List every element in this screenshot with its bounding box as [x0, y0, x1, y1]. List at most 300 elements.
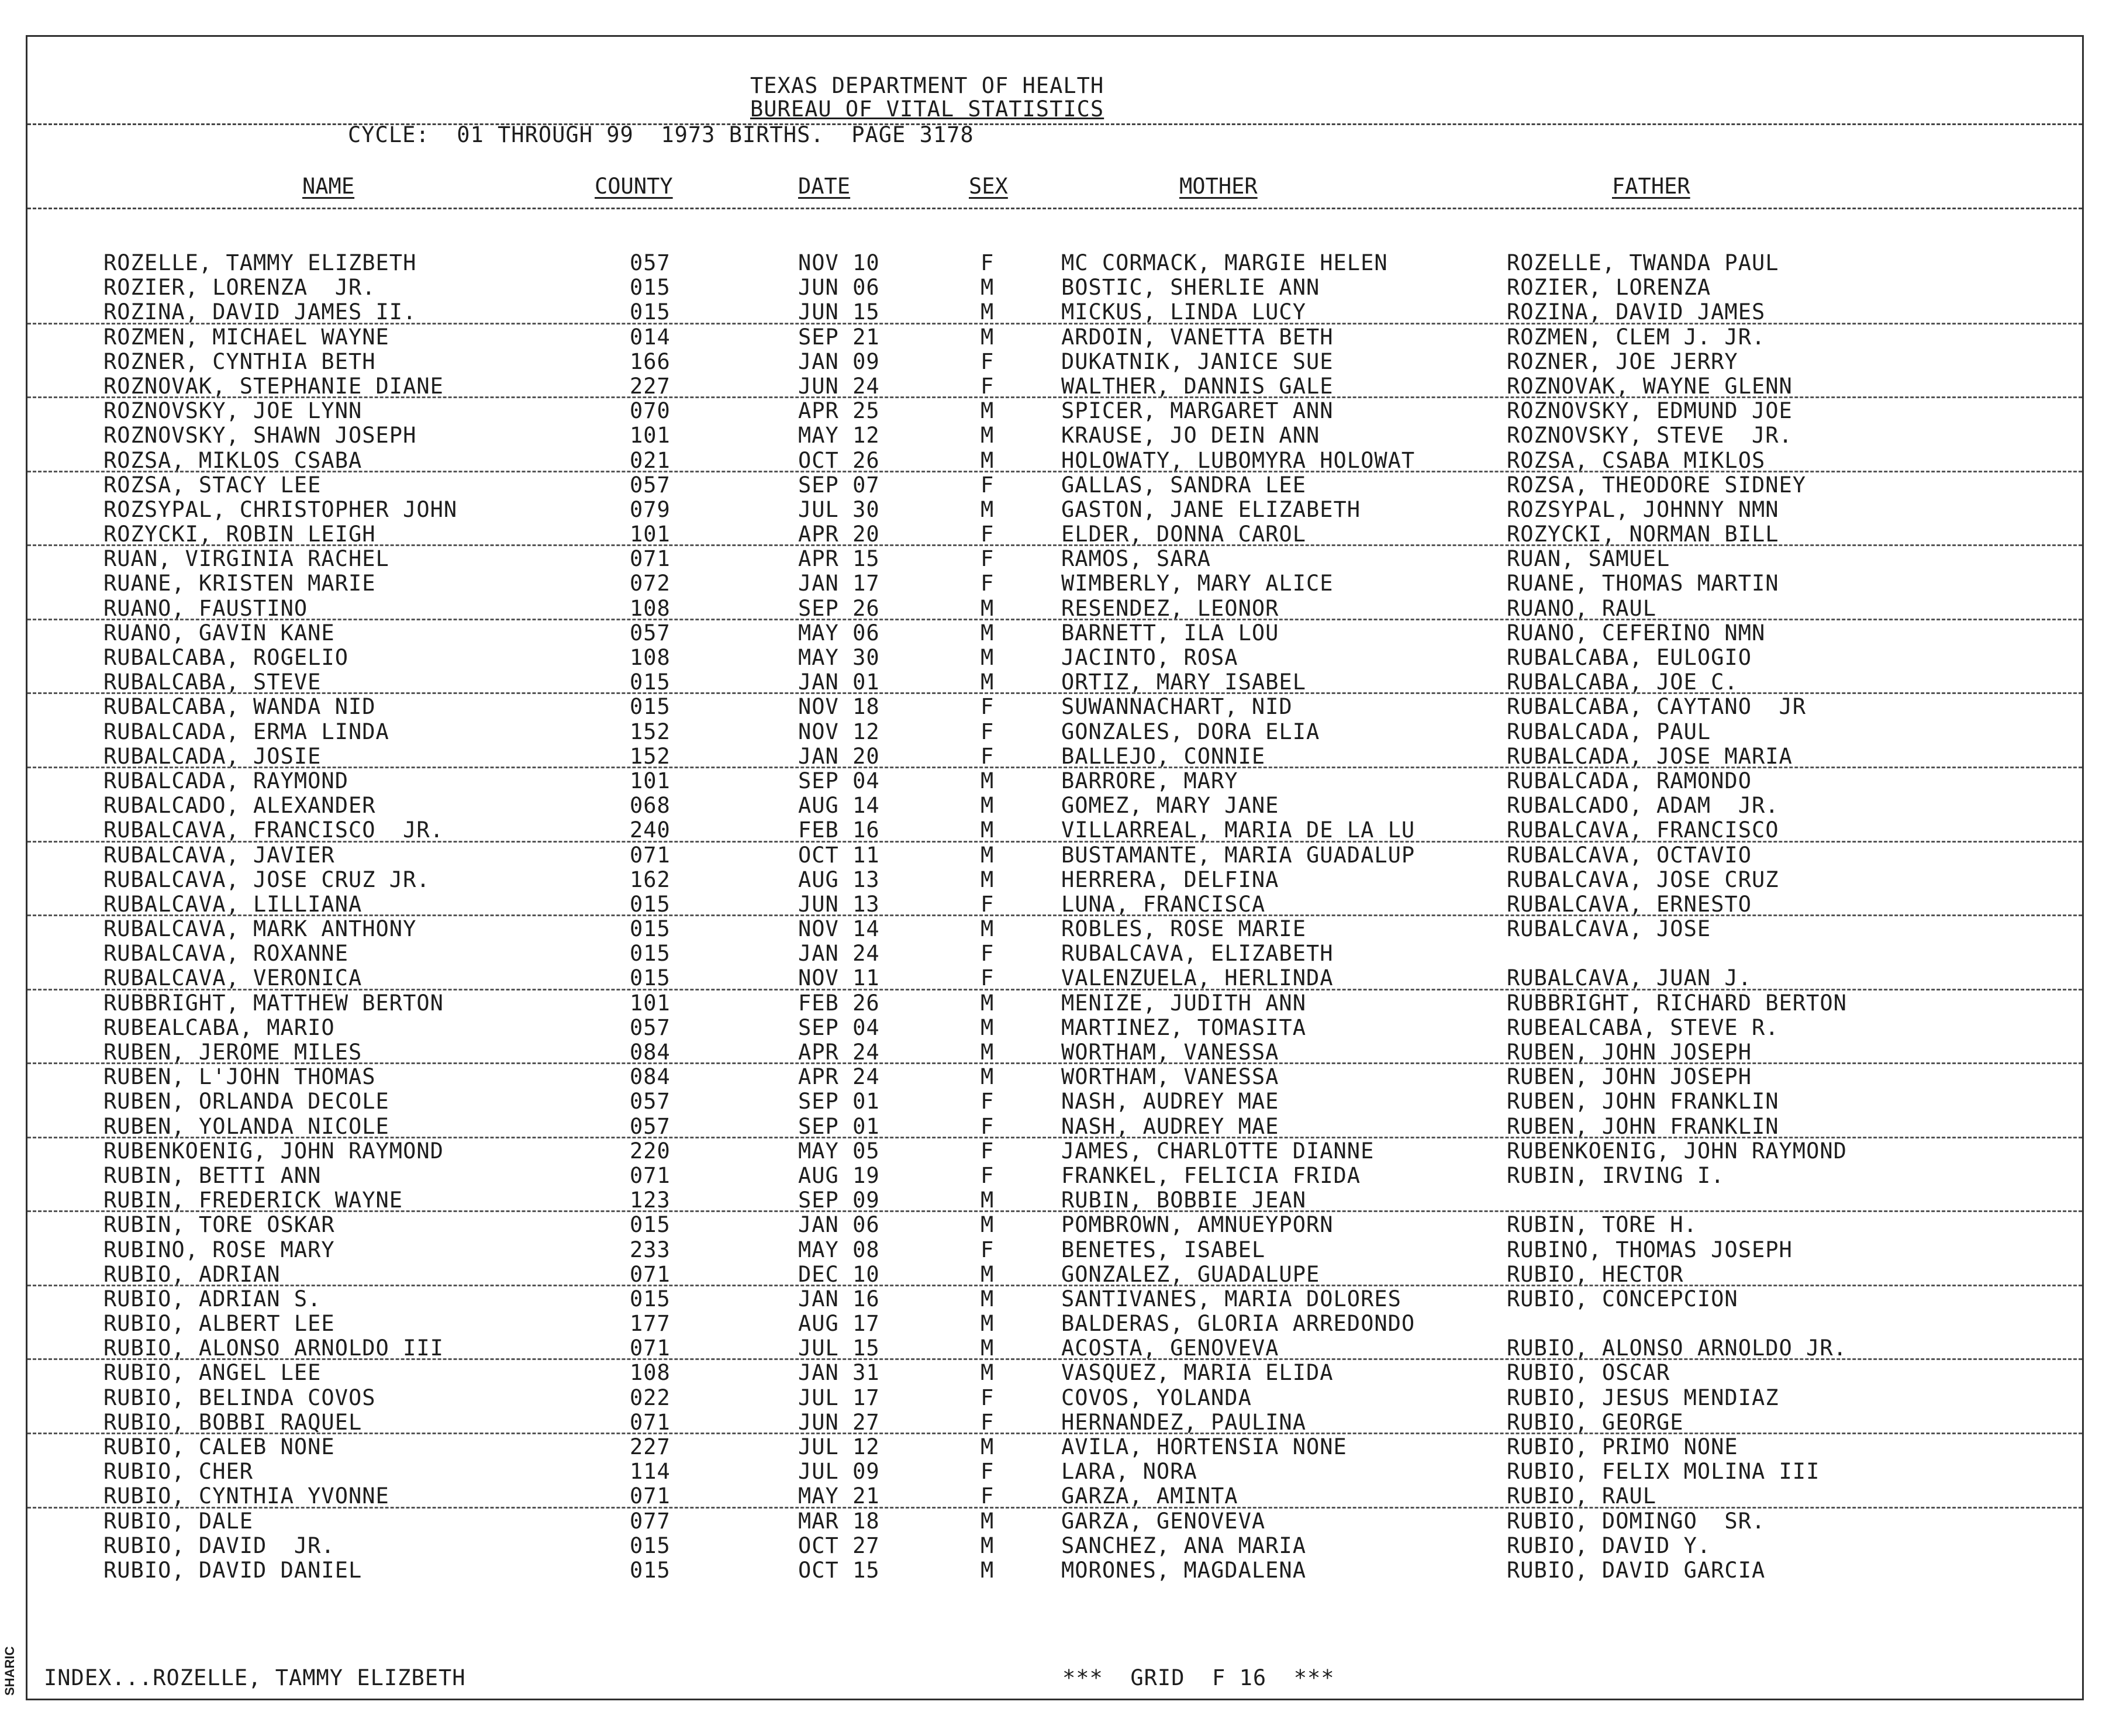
cell-sex: M — [981, 620, 995, 646]
cell-father: RUBALCADO, ADAM JR. — [1507, 793, 1779, 819]
cell-name: ROZSA, MIKLOS CSABA — [103, 447, 363, 473]
cell-name: RUBIO, ANGEL LEE — [103, 1360, 322, 1386]
cell-county: 152 — [630, 743, 671, 769]
cell-date: APR 20 — [798, 522, 880, 547]
cell-mother: SPICER, MARGARET ANN — [1061, 398, 1334, 424]
cell-sex: F — [981, 373, 995, 399]
cell-sex: F — [981, 1113, 995, 1139]
cell-county: 057 — [630, 1014, 671, 1040]
cell-date: DEC 10 — [798, 1261, 880, 1287]
cell-mother: RUBALCAVA, ELIZABETH — [1061, 941, 1334, 967]
cell-county: 057 — [630, 1089, 671, 1114]
cell-father: RUBEN, JOHN FRANKLIN — [1507, 1089, 1779, 1114]
cell-father: RUBALCAVA, JOSE — [1507, 916, 1711, 942]
cell-name: RUBBRIGHT, MATTHEW BERTON — [103, 990, 444, 1016]
agency-title: TEXAS DEPARTMENT OF HEALTH — [750, 73, 1104, 98]
cell-county: 057 — [630, 620, 671, 646]
cell-sex: F — [981, 1409, 995, 1435]
cell-date: AUG 17 — [798, 1311, 880, 1337]
cell-sex: M — [981, 842, 995, 868]
cell-father: ROZINA, DAVID JAMES — [1507, 299, 1766, 325]
cell-sex: F — [981, 1483, 995, 1509]
cell-sex: F — [981, 1385, 995, 1410]
cell-name: RUBALCAVA, FRANCISCO JR. — [103, 817, 444, 843]
cell-sex: M — [981, 423, 995, 448]
row-separator — [27, 1358, 2082, 1360]
cell-father: RUBALCABA, JOE C. — [1507, 669, 1738, 695]
cell-mother: RESENDEZ, LEONOR — [1061, 595, 1279, 621]
table-row — [27, 473, 2082, 498]
bureau-title: BUREAU OF VITAL STATISTICS — [750, 96, 1104, 122]
cell-sex: M — [981, 324, 995, 350]
column-header-mother: MOTHER — [1179, 174, 1258, 199]
table-row — [27, 423, 2082, 448]
cell-name: RUBIO, ALBERT LEE — [103, 1311, 335, 1337]
cell-name: ROZNOVSKY, JOE LYNN — [103, 398, 363, 424]
cell-date: NOV 10 — [798, 250, 880, 275]
header-rule — [27, 123, 2082, 125]
cell-county: 071 — [630, 842, 671, 868]
cell-mother: HOLOWATY, LUBOMYRA HOLOWAT — [1061, 447, 1416, 473]
cell-father: RUBALCAVA, JUAN J. — [1507, 965, 1752, 991]
cell-sex: M — [981, 990, 995, 1016]
cell-sex: F — [981, 965, 995, 991]
table-row — [27, 1534, 2082, 1558]
cell-date: OCT 15 — [798, 1557, 880, 1583]
cell-father: RUBIO, PRIMO NONE — [1507, 1434, 1738, 1459]
cell-mother: NASH, AUDREY MAE — [1061, 1089, 1279, 1114]
cell-county: 015 — [630, 669, 671, 695]
cell-father: ROZNOVAK, WAYNE GLENN — [1507, 373, 1793, 399]
cell-name: ROZNOVAK, STEPHANIE DIANE — [103, 373, 444, 399]
cell-mother: VASQUEZ, MARIA ELIDA — [1061, 1360, 1334, 1386]
cell-father: ROZIER, LORENZA — [1507, 275, 1711, 301]
cell-father: RUBBRIGHT, RICHARD BERTON — [1507, 990, 1847, 1016]
cell-sex: F — [981, 1089, 995, 1114]
cell-name: RUBIO, ADRIAN S. — [103, 1286, 322, 1312]
cell-county: 072 — [630, 571, 671, 596]
table-row — [27, 670, 2082, 695]
cell-county: 114 — [630, 1459, 671, 1485]
table-row — [27, 744, 2082, 769]
table-row — [27, 300, 2082, 325]
cell-father: RUAN, SAMUEL — [1507, 546, 1670, 572]
cell-sex: M — [981, 793, 995, 819]
table-row — [27, 522, 2082, 547]
table-row — [27, 350, 2082, 374]
cell-county: 057 — [630, 472, 671, 498]
cell-sex: M — [981, 1557, 995, 1583]
cell-county: 177 — [630, 1311, 671, 1337]
column-header-name: NAME — [302, 174, 355, 199]
cell-father: RUANO, RAUL — [1507, 595, 1657, 621]
cell-father: RUBIO, CONCEPCION — [1507, 1286, 1738, 1312]
cell-county: 071 — [630, 546, 671, 572]
cell-name: RUBALCAVA, LILLIANA — [103, 891, 363, 917]
cell-county: 108 — [630, 1360, 671, 1386]
cell-sex: M — [981, 299, 995, 325]
table-row — [27, 399, 2082, 423]
records-list — [27, 251, 2082, 1583]
cell-name: RUBINO, ROSE MARY — [103, 1237, 335, 1262]
cell-county: 240 — [630, 817, 671, 843]
cell-county: 068 — [630, 793, 671, 819]
table-row — [27, 547, 2082, 571]
cell-sex: M — [981, 447, 995, 473]
cell-county: 015 — [630, 1212, 671, 1238]
cell-name: ROZIER, LORENZA JR. — [103, 275, 376, 301]
cell-date: AUG 13 — [798, 867, 880, 892]
cell-county: 084 — [630, 1040, 671, 1065]
cell-name: RUBIN, TORE OSKAR — [103, 1212, 335, 1238]
cell-date: OCT 26 — [798, 447, 880, 473]
cell-date: JAN 17 — [798, 571, 880, 596]
table-row — [27, 793, 2082, 818]
cell-date: JUL 15 — [798, 1335, 880, 1361]
cell-mother: SANCHEZ, ANA MARIA — [1061, 1533, 1306, 1558]
row-separator — [27, 1433, 2082, 1434]
cell-name: RUBALCADA, ERMA LINDA — [103, 719, 389, 744]
cell-county: 101 — [630, 522, 671, 547]
cell-date: JAN 31 — [798, 1360, 880, 1386]
cell-sex: F — [981, 250, 995, 275]
cell-date: SEP 21 — [798, 324, 880, 350]
cell-father: ROZSA, THEODORE SIDNEY — [1507, 472, 1807, 498]
cell-sex: M — [981, 867, 995, 892]
table-row — [27, 1238, 2082, 1262]
cell-mother: WALTHER, DANNIS GALE — [1061, 373, 1334, 399]
cell-date: FEB 16 — [798, 817, 880, 843]
cell-sex: M — [981, 768, 995, 793]
cell-mother: LARA, NORA — [1061, 1459, 1197, 1485]
row-separator — [27, 1507, 2082, 1509]
cell-father: RUBALCABA, EULOGIO — [1507, 645, 1752, 670]
cell-mother: RAMOS, SARA — [1061, 546, 1211, 572]
table-row — [27, 720, 2082, 744]
cell-father: RUBIO, GEORGE — [1507, 1409, 1684, 1435]
cell-county: 071 — [630, 1483, 671, 1509]
cell-mother: MC CORMACK, MARGIE HELEN — [1061, 250, 1388, 275]
cell-father: RUBINO, THOMAS JOSEPH — [1507, 1237, 1793, 1262]
cell-name: ROZYCKI, ROBIN LEIGH — [103, 522, 376, 547]
cell-date: SEP 04 — [798, 1014, 880, 1040]
cell-sex: M — [981, 916, 995, 942]
cell-name: RUBIO, CYNTHIA YVONNE — [103, 1483, 389, 1509]
cell-date: JUN 06 — [798, 275, 880, 301]
cell-mother: SUWANNACHART, NID — [1061, 694, 1293, 720]
table-row — [27, 1016, 2082, 1040]
cell-name: ROZNOVSKY, SHAWN JOSEPH — [103, 423, 417, 448]
cell-father: RUBIO, RAUL — [1507, 1483, 1657, 1509]
cell-county: 233 — [630, 1237, 671, 1262]
table-row — [27, 1065, 2082, 1089]
index-footer: INDEX...ROZELLE, TAMMY ELIZBETH — [44, 1665, 466, 1690]
cell-father: RUBIO, OSCAR — [1507, 1360, 1670, 1386]
cell-sex: M — [981, 1286, 995, 1312]
cell-date: MAY 12 — [798, 423, 880, 448]
table-row — [27, 448, 2082, 473]
cell-name: RUBEALCABA, MARIO — [103, 1014, 335, 1040]
table-row — [27, 966, 2082, 990]
table-row — [27, 695, 2082, 719]
cell-county: 079 — [630, 496, 671, 522]
cell-county: 015 — [630, 941, 671, 967]
cell-county: 022 — [630, 1385, 671, 1410]
cell-mother: GONZALEZ, GUADALUPE — [1061, 1261, 1320, 1287]
cell-name: RUBIN, BETTI ANN — [103, 1162, 322, 1188]
cell-father: RUBIO, FELIX MOLINA III — [1507, 1459, 1820, 1485]
cell-date: JAN 01 — [798, 669, 880, 695]
cell-mother: ARDOIN, VANETTA BETH — [1061, 324, 1334, 350]
cell-name: RUBIO, ADRIAN — [103, 1261, 281, 1287]
table-row — [27, 571, 2082, 596]
cell-father: RUBALCADA, JOSE MARIA — [1507, 743, 1793, 769]
cell-name: RUANE, KRISTEN MARIE — [103, 571, 376, 596]
cell-sex: M — [981, 1533, 995, 1558]
cell-date: MAY 21 — [798, 1483, 880, 1509]
column-header-father: FATHER — [1612, 174, 1690, 199]
cell-father: ROZSA, CSABA MIKLOS — [1507, 447, 1766, 473]
cell-sex: M — [981, 1040, 995, 1065]
cell-sex: F — [981, 891, 995, 917]
cell-name: RUBALCAVA, JAVIER — [103, 842, 335, 868]
table-row — [27, 1459, 2082, 1484]
cell-date: SEP 01 — [798, 1113, 880, 1139]
cell-father: RUBALCADA, PAUL — [1507, 719, 1711, 744]
cell-sex: F — [981, 472, 995, 498]
cell-county: 015 — [630, 965, 671, 991]
cell-county: 015 — [630, 891, 671, 917]
table-row — [27, 275, 2082, 300]
table-row — [27, 1089, 2082, 1114]
cell-mother: BOSTIC, SHERLIE ANN — [1061, 275, 1320, 301]
table-row — [27, 1287, 2082, 1312]
cell-date: APR 24 — [798, 1040, 880, 1065]
column-header-county: COUNTY — [595, 174, 673, 199]
cell-county: 227 — [630, 1434, 671, 1459]
cell-date: SEP 07 — [798, 472, 880, 498]
cell-father: ROZNOVSKY, STEVE JR. — [1507, 423, 1793, 448]
cell-county: 071 — [630, 1162, 671, 1188]
table-row — [27, 1164, 2082, 1188]
table-row — [27, 818, 2082, 843]
cell-date: JUN 15 — [798, 299, 880, 325]
table-row — [27, 1410, 2082, 1435]
cell-date: SEP 09 — [798, 1188, 880, 1213]
cell-date: JAN 06 — [798, 1212, 880, 1238]
table-row — [27, 1386, 2082, 1410]
cell-mother: VILLARREAL, MARIA DE LA LU — [1061, 817, 1416, 843]
cell-name: RUBALCABA, STEVE — [103, 669, 322, 695]
cell-mother: ACOSTA, GENOVEVA — [1061, 1335, 1279, 1361]
table-row — [27, 941, 2082, 966]
cell-date: MAY 08 — [798, 1237, 880, 1262]
cell-mother: LUNA, FRANCISCA — [1061, 891, 1266, 917]
cell-sex: M — [981, 669, 995, 695]
cell-mother: HERNANDEZ, PAULINA — [1061, 1409, 1306, 1435]
cell-date: NOV 14 — [798, 916, 880, 942]
table-row — [27, 1558, 2082, 1583]
cell-county: 166 — [630, 348, 671, 374]
cell-father: RUBIO, DAVID GARCIA — [1507, 1557, 1766, 1583]
cell-father: RUBALCAVA, ERNESTO — [1507, 891, 1752, 917]
cell-county: 015 — [630, 1286, 671, 1312]
cell-father: RUBIN, TORE H. — [1507, 1212, 1697, 1238]
cell-county: 015 — [630, 1557, 671, 1583]
cell-father: ROZELLE, TWANDA PAUL — [1507, 250, 1779, 275]
table-row — [27, 843, 2082, 868]
cell-date: JUN 27 — [798, 1409, 880, 1435]
cell-mother: BALLEJO, CONNIE — [1061, 743, 1266, 769]
cell-name: RUBALCABA, WANDA NID — [103, 694, 376, 720]
cell-sex: F — [981, 1162, 995, 1188]
cell-date: JUL 12 — [798, 1434, 880, 1459]
cell-name: ROZMEN, MICHAEL WAYNE — [103, 324, 389, 350]
row-separator — [27, 841, 2082, 843]
cell-name: RUBALCAVA, ROXANNE — [103, 941, 348, 967]
cell-name: RUBIO, ALONSO ARNOLDO III — [103, 1335, 444, 1361]
table-row — [27, 374, 2082, 399]
cell-sex: M — [981, 496, 995, 522]
cell-mother: MENIZE, JUDITH ANN — [1061, 990, 1306, 1016]
table-row — [27, 1361, 2082, 1385]
cell-date: JAN 16 — [798, 1286, 880, 1312]
cell-mother: BARRORE, MARY — [1061, 768, 1238, 793]
cell-date: JAN 24 — [798, 941, 880, 967]
cell-date: APR 24 — [798, 1064, 880, 1090]
table-row — [27, 1213, 2082, 1237]
cell-mother: JAMES, CHARLOTTE DIANNE — [1061, 1138, 1375, 1164]
cell-name: RUBIO, CALEB NONE — [103, 1434, 335, 1459]
cell-name: RUBALCAVA, JOSE CRUZ JR. — [103, 867, 430, 892]
cell-county: 015 — [630, 1533, 671, 1558]
cell-mother: WIMBERLY, MARY ALICE — [1061, 571, 1334, 596]
document-frame — [26, 35, 2084, 1700]
cell-mother: GALLAS, SANDRA LEE — [1061, 472, 1306, 498]
table-row — [27, 1435, 2082, 1459]
cell-county: 071 — [630, 1261, 671, 1287]
cell-county: 014 — [630, 324, 671, 350]
cell-mother: ELDER, DONNA CAROL — [1061, 522, 1306, 547]
cell-mother: MARTINEZ, TOMASITA — [1061, 1014, 1306, 1040]
table-row — [27, 498, 2082, 522]
cell-sex: M — [981, 275, 995, 301]
cell-county: 070 — [630, 398, 671, 424]
cell-sex: F — [981, 743, 995, 769]
cell-mother: COVOS, YOLANDA — [1061, 1385, 1252, 1410]
cell-father: ROZYCKI, NORMAN BILL — [1507, 522, 1779, 547]
cell-name: ROZNER, CYNTHIA BETH — [103, 348, 376, 374]
cell-name: ROZELLE, TAMMY ELIZBETH — [103, 250, 417, 275]
cell-sex: M — [981, 398, 995, 424]
cell-county: 057 — [630, 250, 671, 275]
cell-name: RUBIO, DAVID JR. — [103, 1533, 335, 1558]
table-row — [27, 1312, 2082, 1336]
cell-sex: F — [981, 719, 995, 744]
cell-sex: F — [981, 941, 995, 967]
cell-date: JUN 13 — [798, 891, 880, 917]
cell-name: RUAN, VIRGINIA RACHEL — [103, 546, 389, 572]
cell-mother: ORTIZ, MARY ISABEL — [1061, 669, 1306, 695]
cell-county: 015 — [630, 275, 671, 301]
cell-county: 101 — [630, 990, 671, 1016]
cell-sex: M — [981, 1188, 995, 1213]
cell-sex: F — [981, 348, 995, 374]
cell-father: RUBENKOENIG, JOHN RAYMOND — [1507, 1138, 1847, 1164]
cell-sex: M — [981, 1064, 995, 1090]
cell-father: RUBIO, JESUS MENDIAZ — [1507, 1385, 1779, 1410]
cell-sex: M — [981, 1434, 995, 1459]
cell-date: SEP 04 — [798, 768, 880, 793]
cell-sex: F — [981, 694, 995, 720]
table-row — [27, 769, 2082, 793]
cell-mother: HERRERA, DELFINA — [1061, 867, 1279, 892]
cell-date: FEB 26 — [798, 990, 880, 1016]
cell-mother: BUSTAMANTE, MARIA GUADALUP — [1061, 842, 1416, 868]
cell-date: JUL 09 — [798, 1459, 880, 1485]
cell-mother: MORONES, MAGDALENA — [1061, 1557, 1306, 1583]
table-row — [27, 1509, 2082, 1534]
cell-name: RUBEN, ORLANDA DECOLE — [103, 1089, 389, 1114]
cell-sex: M — [981, 1014, 995, 1040]
cell-mother: VALENZUELA, HERLINDA — [1061, 965, 1334, 991]
cell-name: RUANO, FAUSTINO — [103, 595, 308, 621]
cell-father: ROZNOVSKY, EDMUND JOE — [1507, 398, 1793, 424]
cell-date: APR 25 — [798, 398, 880, 424]
cell-name: RUANO, GAVIN KANE — [103, 620, 335, 646]
row-separator — [27, 1210, 2082, 1212]
cell-date: MAY 30 — [798, 645, 880, 670]
cell-father: RUBALCAVA, FRANCISCO — [1507, 817, 1779, 843]
cell-date: JAN 20 — [798, 743, 880, 769]
cell-date: NOV 11 — [798, 965, 880, 991]
column-header-rule — [27, 208, 2082, 209]
cell-father: RUANE, THOMAS MARTIN — [1507, 571, 1779, 596]
cell-county: 220 — [630, 1138, 671, 1164]
cell-date: OCT 11 — [798, 842, 880, 868]
cell-mother: DUKATNIK, JANICE SUE — [1061, 348, 1334, 374]
cell-father: RUBIN, IRVING I. — [1507, 1162, 1725, 1188]
cell-mother: GOMEZ, MARY JANE — [1061, 793, 1279, 819]
cell-date: MAY 06 — [798, 620, 880, 646]
cell-mother: BALDERAS, GLORIA ARREDONDO — [1061, 1311, 1416, 1337]
cell-sex: M — [981, 645, 995, 670]
cell-sex: M — [981, 1360, 995, 1386]
cell-father: RUBEN, JOHN JOSEPH — [1507, 1064, 1752, 1090]
table-row — [27, 251, 2082, 275]
cell-mother: SANTIVANES, MARIA DOLORES — [1061, 1286, 1401, 1312]
cell-date: AUG 14 — [798, 793, 880, 819]
cell-sex: M — [981, 1311, 995, 1337]
table-row — [27, 1262, 2082, 1287]
cell-sex: F — [981, 1237, 995, 1262]
cell-name: RUBALCAVA, VERONICA — [103, 965, 363, 991]
cell-county: 108 — [630, 595, 671, 621]
cell-father: RUBEALCABA, STEVE R. — [1507, 1014, 1779, 1040]
cell-name: RUBALCADO, ALEXANDER — [103, 793, 376, 819]
cell-county: 021 — [630, 447, 671, 473]
column-header-date: DATE — [798, 174, 851, 199]
cell-father: ROZNER, JOE JERRY — [1507, 348, 1738, 374]
cell-name: RUBIO, BOBBI RAQUEL — [103, 1409, 363, 1435]
cell-mother: ROBLES, ROSE MARIE — [1061, 916, 1306, 942]
cell-county: 071 — [630, 1409, 671, 1435]
table-row — [27, 1114, 2082, 1139]
cell-name: RUBIO, BELINDA COVOS — [103, 1385, 376, 1410]
table-row — [27, 991, 2082, 1016]
cell-mother: RUBIN, BOBBIE JEAN — [1061, 1188, 1306, 1213]
cell-sex: M — [981, 1508, 995, 1534]
